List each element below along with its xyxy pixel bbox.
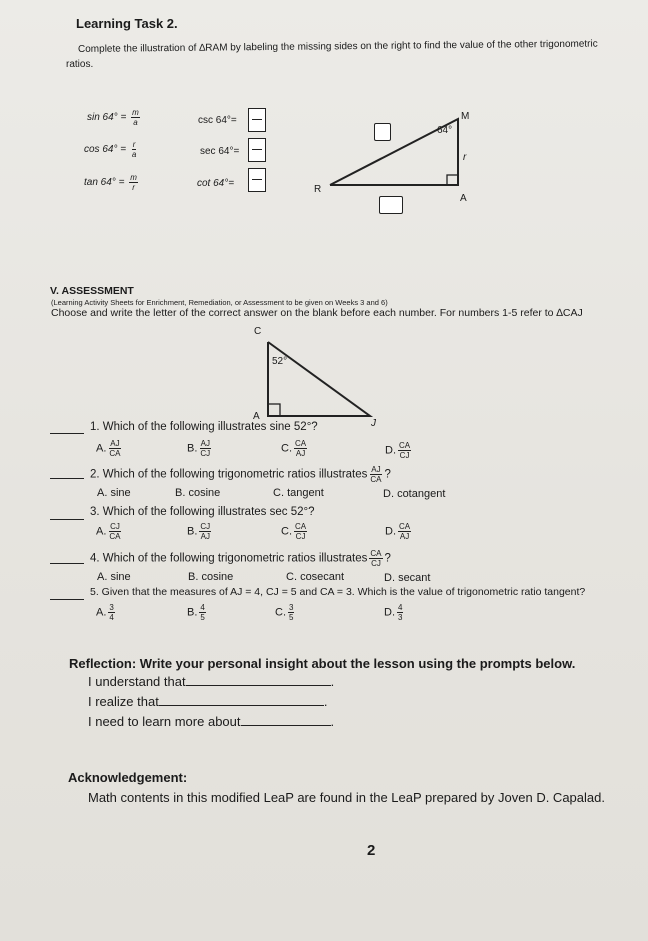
q4-option-d[interactable]: D. secant bbox=[384, 572, 431, 584]
q1-answer-blank[interactable] bbox=[50, 422, 84, 434]
sec-answer-box[interactable] bbox=[248, 138, 266, 162]
reflection-prompt-2: I realize that . bbox=[88, 694, 328, 709]
q2-option-b[interactable]: B. cosine bbox=[175, 487, 221, 499]
reflection-prompt-3: I need to learn more about . bbox=[88, 714, 335, 729]
q5-answer-blank[interactable] bbox=[50, 588, 84, 600]
q4-answer-blank[interactable] bbox=[50, 552, 84, 564]
q5-option-a[interactable]: A. $\frac{3}{4}$ bbox=[96, 603, 114, 622]
acknowledgement-text: Math contents in this modified LeaP are found in the LeaP prepared by Joven D. Capalad. bbox=[88, 790, 605, 805]
q4-option-c[interactable]: C. cosecant bbox=[286, 571, 345, 583]
sec-label: sec 64°= bbox=[200, 146, 240, 157]
q4-option-a[interactable]: A. sine bbox=[97, 571, 131, 583]
side-r-label: r bbox=[463, 152, 467, 163]
reflection-blank-3[interactable] bbox=[241, 714, 331, 726]
vertex-a-label: A bbox=[460, 193, 467, 204]
q5-option-b[interactable]: B. $\frac{4}{5}$ bbox=[187, 603, 205, 622]
q5-option-d[interactable]: D. $\frac{4}{3}$ bbox=[384, 603, 403, 622]
reflection-prompt-1: I understand that . bbox=[88, 674, 335, 689]
page-number: 2 bbox=[367, 842, 376, 859]
q5-text: 5. Given that the measures of AJ = 4, CJ = 5 and CA = 3. Which is the value of trigonometric ratio tangent? bbox=[90, 586, 586, 598]
acknowledgement-heading: Acknowledgement: bbox=[68, 770, 188, 785]
csc-label: csc 64°= bbox=[198, 115, 237, 126]
hypotenuse-answer-box[interactable] bbox=[374, 123, 391, 141]
cos-ratio: cos 64° = $\frac{r}{a}$ bbox=[84, 140, 137, 159]
assessment-note: (Learning Activity Sheets for Enrichment, Remediation, or Assessment to be given on Weeks 3 and 6) bbox=[51, 298, 388, 307]
instruction-line-2: ratios. bbox=[66, 59, 94, 70]
page-title: Learning Task 2. bbox=[76, 16, 178, 31]
cot-answer-box[interactable] bbox=[248, 168, 266, 192]
q2-answer-blank[interactable] bbox=[50, 467, 84, 479]
q3-option-b[interactable]: B. $\frac{CJ}{AJ}$ bbox=[187, 522, 211, 541]
angle-64-label: 64° bbox=[437, 125, 453, 136]
triangle-caj-diagram bbox=[262, 338, 382, 428]
assessment-instruction: Choose and write the letter of the correct answer on the blank before each number. For numbers 1-5 refer to ∆CAJ bbox=[51, 307, 583, 319]
q3-text: 3. Which of the following illustrates sec 52°? bbox=[90, 506, 315, 518]
assessment-heading: V. ASSESSMENT bbox=[50, 285, 134, 297]
vertex-r-label: R bbox=[314, 184, 322, 195]
sin-ratio: sin 64° = $\frac{m}{a}$ bbox=[87, 108, 139, 127]
q3-option-c[interactable]: C. $\frac{CA}{CJ}$ bbox=[281, 522, 307, 541]
tan-ratio: tan 64° = $\frac{m}{r}$ bbox=[84, 173, 137, 192]
vertex-m-label: M bbox=[461, 111, 470, 122]
instruction-line-1: Complete the illustration of ∆RAM by labeling the missing sides on the right to find the value of the other trigonometric bbox=[77, 38, 598, 55]
base-answer-box[interactable] bbox=[379, 196, 403, 214]
q1-option-b[interactable]: B. $\frac{AJ}{CJ}$ bbox=[187, 439, 211, 458]
q2-option-c[interactable]: C. tangent bbox=[273, 487, 324, 499]
q2-option-a[interactable]: A. sine bbox=[97, 487, 131, 499]
q3-option-d[interactable]: D. $\frac{CA}{AJ}$ bbox=[385, 522, 411, 541]
q5-option-c[interactable]: C. $\frac{3}{5}$ bbox=[275, 603, 294, 622]
reflection-heading: Reflection: Write your personal insight about the lesson using the prompts below. bbox=[69, 656, 576, 671]
q4-text: 4. Which of the following trigonometric ratios illustrates $\frac{CA}{CJ}$ ? bbox=[90, 549, 391, 568]
q3-option-a[interactable]: A. $\frac{CJ}{CA}$ bbox=[96, 522, 121, 541]
angle-52-label: 52° bbox=[272, 356, 288, 367]
vertex-j-label: J bbox=[371, 418, 376, 429]
q2-option-d[interactable]: D. cotangent bbox=[383, 488, 446, 500]
vertex-a2-label: A bbox=[253, 411, 260, 422]
csc-answer-box[interactable] bbox=[248, 108, 266, 132]
q1-option-a[interactable]: A. $\frac{AJ}{CA}$ bbox=[96, 439, 121, 458]
q2-text: 2. Which of the following trigonometric ratios illustrates $\frac{AJ}{CA}$ ? bbox=[90, 465, 391, 484]
q1-option-d[interactable]: D. $\frac{CA}{CJ}$ bbox=[385, 441, 411, 460]
q4-option-b[interactable]: B. cosine bbox=[188, 571, 234, 583]
reflection-blank-1[interactable] bbox=[186, 674, 331, 686]
vertex-c-label: C bbox=[254, 326, 262, 337]
reflection-blank-2[interactable] bbox=[159, 694, 324, 706]
q1-text: 1. Which of the following illustrates sine 52°? bbox=[90, 421, 318, 433]
q1-option-c[interactable]: C. $\frac{CA}{AJ}$ bbox=[281, 439, 307, 458]
cot-label: cot 64°= bbox=[197, 178, 235, 189]
q3-answer-blank[interactable] bbox=[50, 508, 84, 520]
